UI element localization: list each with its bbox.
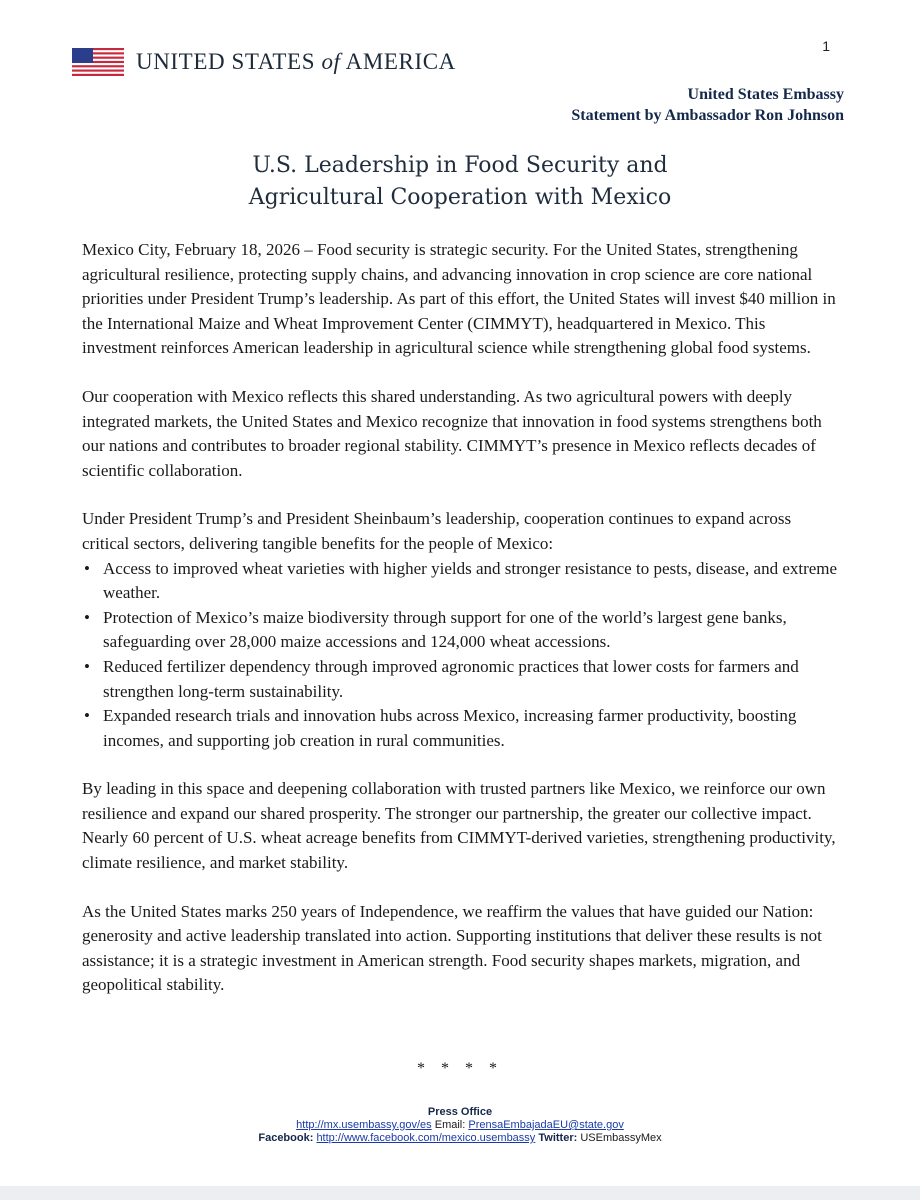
facebook-label: Facebook: (258, 1132, 314, 1144)
website-link[interactable]: http://mx.usembassy.gov/es (296, 1119, 432, 1131)
benefits-list (82, 557, 842, 754)
list-item (82, 557, 842, 606)
title-line-2: Agricultural Cooperation with Mexico (248, 185, 672, 210)
list-item-text: Access to improved wheat varieties with higher yields and stronger resistance to pests, disease, and extreme weather. (103, 558, 838, 603)
embassy-heading (571, 84, 844, 126)
document-title (0, 150, 920, 214)
paragraph-2: Our cooperation with Mexico reflects this shared understanding. As two agricultural powers with deeply integrated markets, the United States and Mexico recognize that innovation in food systems strengthens both our nations and contributes to broader regional stability. CIMMYT’s presence in Mexico reflects decades of scientific collaboration. (82, 386, 822, 480)
statement-body (82, 238, 842, 1022)
twitter-handle: USEmbassyMex (580, 1132, 662, 1144)
title-line-1: U.S. Leadership in Food Security and (252, 153, 668, 178)
paragraph-5: As the United States marks 250 years of Independence, we reaffirm the values that have guided our Nation: generosity and active leadership translated into action. Supporting institutions that deliver these results is not assistance; it is a strategic investment in American strength. Food security shapes markets, migration, and geopolitical stability. (82, 901, 822, 995)
list-item-text: Expanded research trials and innovation hubs across Mexico, increasing farmer productivity, boosting incomes, and supporting job creation in rural communities. (103, 706, 797, 750)
bullet-icon: • (84, 558, 90, 578)
seal-wordmark (136, 49, 456, 75)
us-seal-header (72, 48, 456, 76)
facebook-link[interactable]: http://www.facebook.com/mexico.usembassy (316, 1132, 536, 1144)
press-office-label: Press Office (427, 1106, 493, 1118)
bullet-icon: • (84, 706, 90, 726)
seal-text-of: of (321, 49, 341, 74)
page-number: 1 (822, 38, 830, 54)
paragraph-1: Mexico City, February 18, 2026 – Food security is strategic security. For the United States, strengthening agricultural resilience, protecting supply chains, and advancing innovation in crop science are core national priorities under President Trump’s leadership. As part of this effort, the United States will invest $40 million in the International Maize and Wheat Improvement Center (CIMMYT), headquartered in Mexico. This investment reinforces American leadership in agricultural science while strengthening global food systems. (82, 240, 836, 358)
bullet-icon: • (84, 656, 90, 676)
email-link[interactable]: PrensaEmbajadaEU@state.gov (468, 1119, 624, 1131)
list-item-text: Protection of Mexico’s maize biodiversity through support for one of the world’s largest gene banks, safeguarding over 28,000 maize accessions and 124,000 wheat accessions. (103, 607, 787, 652)
email-label: Email: (434, 1119, 466, 1131)
list-item-text: Reduced fertilizer dependency through improved agronomic practices that lower costs for farmers and strengthen long-term sustainability. (103, 656, 799, 701)
section-separator: * * * * (417, 1060, 503, 1077)
twitter-label: Twitter: (538, 1132, 578, 1144)
us-flag-icon (72, 48, 124, 76)
statement-by: Statement by Ambassador Ron Johnson (571, 107, 844, 124)
list-item (82, 606, 842, 655)
press-footer (0, 1106, 920, 1145)
list-item (82, 655, 842, 704)
bullet-icon: • (84, 607, 90, 627)
footer-contact-line (0, 1119, 920, 1132)
list-item (82, 704, 842, 753)
viewer-bottom-bar (0, 1186, 920, 1200)
footer-social-line (0, 1132, 920, 1145)
seal-text-post: AMERICA (340, 49, 456, 74)
paragraph-3: Under President Trump’s and President Sheinbaum’s leadership, cooperation continues to expand across critical sectors, delivering tangible benefits for the people of Mexico: (82, 509, 792, 553)
seal-text-pre: UNITED STATES (136, 49, 322, 74)
paragraph-4: By leading in this space and deepening collaboration with trusted partners like Mexico, we reinforce our own resilience and expand our shared prosperity. The stronger our partnership, the greater our collective impact. Nearly 60 percent of U.S. wheat acreage benefits from CIMMYT-derived varieties, strengthening productivity, climate resilience, and market stability. (82, 779, 836, 873)
embassy-name: United States Embassy (687, 86, 844, 103)
